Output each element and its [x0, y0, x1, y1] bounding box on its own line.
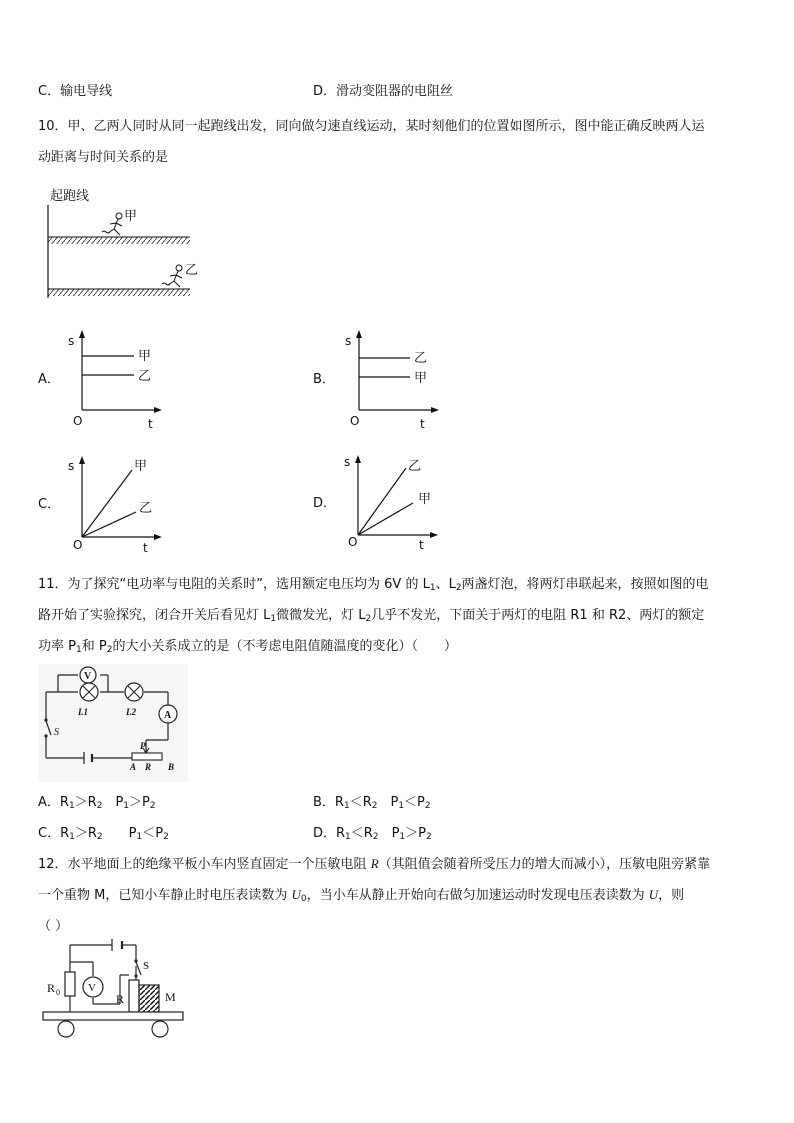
q12-stem-line2: 一个重物 M，已知小车静止时电压表读数为 $U_0$，当小车从静止开始向右做匀加速运动时发现电压表读数为 U，则 [38, 887, 685, 904]
svg-text:S: S [54, 727, 59, 738]
graph-c-lower-label: 乙 [139, 501, 153, 516]
svg-text:O: O [350, 414, 360, 428]
start-line-label: 起跑线 [50, 189, 90, 204]
svg-text:s: s [68, 459, 75, 473]
q10-option-d-label: D． [313, 496, 337, 511]
q11-stem-line1: 11．为了探究“电功率与电阻的关系时”，选用额定电压均为 6V 的 $L_1$、$L_2$两盏灯泡，将两灯串联起来，按照如图的电 [38, 577, 709, 593]
svg-text:S: S [143, 960, 150, 972]
svg-text:V: V [84, 671, 92, 682]
svg-text:s: s [344, 455, 351, 469]
cart-base [43, 1012, 183, 1020]
svg-text:V: V [88, 982, 96, 994]
svg-text:L2: L2 [126, 707, 136, 717]
cart-wheel-left [58, 1021, 74, 1037]
svg-text:B: B [168, 762, 175, 772]
q12-stem-line1: 12．水平地面上的绝缘平板小车内竖直固定一个压敏电阻 R（其阻值会随着所受压力的增大而减小），压敏电阻旁紧靠 [38, 856, 711, 872]
q10-option-a-label: A． [38, 372, 60, 387]
weight-m [139, 985, 159, 1012]
q9-option-c: C．输电导线 [38, 84, 113, 99]
q12-stem-line3: （ ） [38, 919, 69, 934]
svg-text:A: A [164, 710, 172, 721]
q10-stem-line1: 10．甲、乙两人同时从同一起跑线出发，同向做匀速直线运动，某时刻他们的位置如图所示，图中能正确反映两人运 [38, 119, 705, 134]
q11-option-c: C．$R_1>R_2$ $P_1<P_2$ [38, 826, 169, 842]
svg-text:t: t [420, 417, 425, 431]
svg-text:s: s [68, 334, 75, 348]
svg-text:t: t [419, 538, 424, 552]
svg-text:M: M [165, 990, 176, 1004]
q11-option-d: D．$R_1<R_2$ $P_1>P_2$ [313, 826, 432, 842]
svg-text:t: t [143, 541, 148, 555]
graph-d-upper-label: 乙 [408, 459, 422, 474]
q10-stem-line2: 动距离与时间关系的是 [38, 150, 169, 165]
graph-a-lower-label: 乙 [138, 369, 152, 384]
svg-text:L1: L1 [78, 707, 88, 717]
graph-d-lower-label: 甲 [418, 492, 432, 507]
svg-text:R: R [47, 981, 56, 995]
q11-stem-line3: 功率 $P_1$和 $P_2$的大小关系成立的是（不考虑电阻值随温度的变化）（ ） [38, 639, 457, 655]
svg-text:R: R [145, 762, 152, 772]
graph-b-upper-label: 乙 [414, 351, 428, 366]
q10-option-b-label: B． [313, 372, 335, 387]
svg-text:O: O [73, 414, 83, 428]
runner-yi-label: 乙 [185, 263, 199, 278]
q11-stem-line2: 路开始了实验探究，闭合开关后看见灯 $L_1$微微发光，灯 $L_2$几乎不发光，下面关于两灯的电阻 R1 和 R2、两灯的额定 [38, 608, 705, 624]
svg-text:A: A [130, 762, 137, 772]
q10-option-c-label: C． [38, 497, 61, 512]
q9-option-d: D．滑动变阻器的电阻丝 [313, 84, 454, 99]
q11-option-b: B．$R_1<R_2$ $P_1<P_2$ [313, 795, 431, 811]
q11-option-a: A．$R_1>R_2$ $P_1>P_2$ [38, 795, 156, 811]
svg-text:0: 0 [56, 988, 60, 997]
svg-text:t: t [148, 417, 153, 431]
svg-text:O: O [348, 535, 358, 549]
graph-a-upper-label: 甲 [138, 349, 152, 364]
runner-jia-label: 甲 [124, 209, 138, 224]
svg-text:R: R [116, 992, 125, 1006]
graph-b-lower-label: 甲 [414, 371, 428, 386]
cart-wheel-right [152, 1021, 168, 1037]
svg-text:s: s [345, 334, 352, 348]
graph-c-upper-label: 甲 [134, 459, 148, 474]
svg-text:O: O [73, 538, 83, 552]
svg-text:P: P [140, 741, 146, 751]
